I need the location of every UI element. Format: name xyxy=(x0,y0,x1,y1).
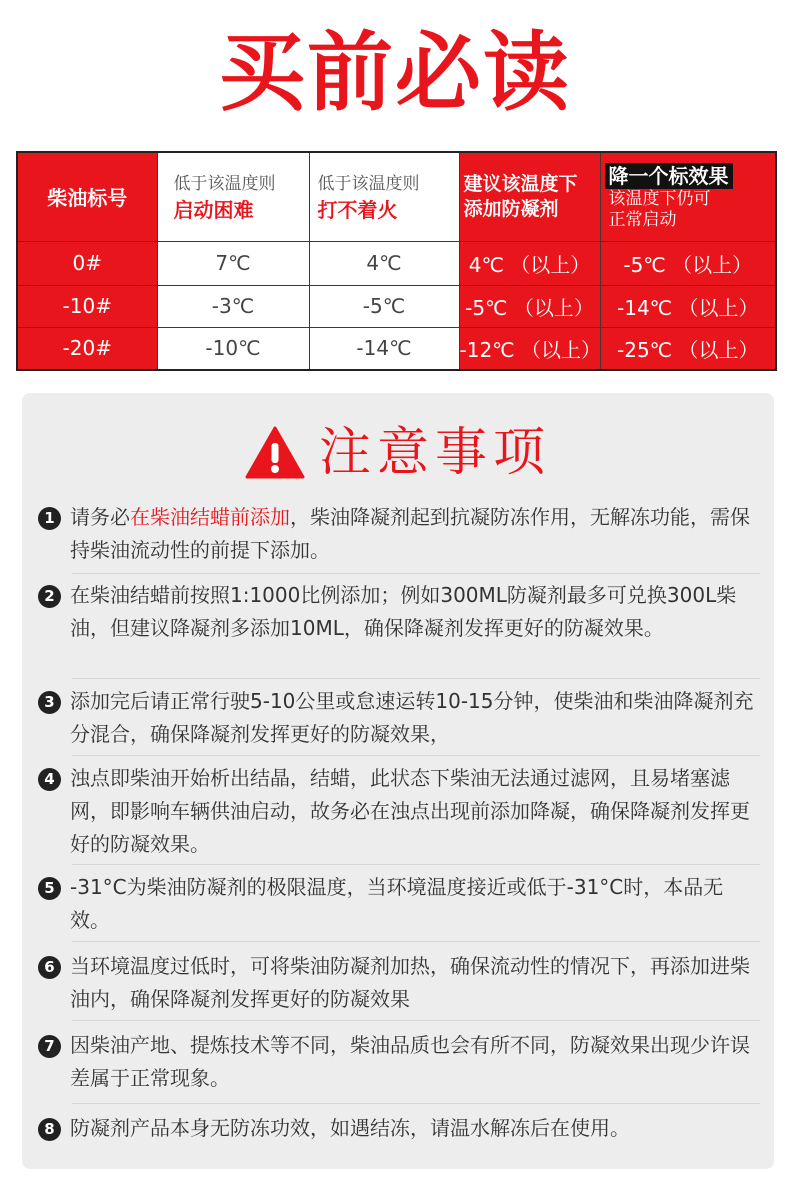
table-row xyxy=(17,327,776,370)
number-6-badge: 6 xyxy=(38,956,61,979)
cell-hard-start: 7℃ xyxy=(157,241,309,285)
cell-grade: 0# xyxy=(17,241,157,285)
page-title: 买前必读 xyxy=(219,23,571,123)
number-7-badge: 7 xyxy=(38,1035,61,1058)
notice-item-text: 浊点即柴油开始析出结晶，结蜡，此状态下柴油无法通过滤网，且易堵塞滤网，即影响车辆供油启动，故务必在浊点出现前添加降凝，确保降凝剂发挥更好的防凝效果。 xyxy=(70,766,750,856)
header-grade xyxy=(17,152,157,241)
header-grade-label: 柴油标号 xyxy=(47,186,128,211)
number-8-badge: 8 xyxy=(38,1118,61,1141)
header-effect-line3: 正常启动 xyxy=(608,209,677,230)
cell-effect: -25℃ （以上） xyxy=(600,327,776,370)
number-4-badge: 4 xyxy=(38,768,61,791)
divider xyxy=(72,864,760,865)
number-2-badge: 2 xyxy=(38,585,61,608)
notice-item-text: 因柴油产地、提炼技术等不同，柴油品质也会有所不同，防凝效果出现少许误差属于正常现象。 xyxy=(70,1033,750,1090)
number-3-badge: 3 xyxy=(38,691,61,714)
header-suggest-line2: 添加防凝剂 xyxy=(463,197,559,220)
cell-effect: -5℃ （以上） xyxy=(600,241,776,285)
header-hard-start-line1: 低于该温度则 xyxy=(173,173,276,194)
header-effect-line2: 该温度下仍可 xyxy=(608,188,711,209)
header-suggest xyxy=(459,152,600,241)
divider xyxy=(72,1020,760,1021)
header-effect-line1: 降一个标效果 xyxy=(605,163,733,189)
table-row xyxy=(17,241,776,285)
warning-triangle-icon xyxy=(245,426,305,480)
cell-suggest: -12℃ （以上） xyxy=(459,327,600,370)
notice-item-text: -31°C为柴油防凝剂的极限温度，当环境温度接近或低于-31°C时，本品无效。 xyxy=(70,875,724,932)
cell-hard-start: -3℃ xyxy=(157,285,309,327)
header-hard-start xyxy=(157,152,309,241)
notice-title: 注意事项 xyxy=(318,423,551,483)
table-header-row xyxy=(17,152,776,241)
cell-suggest: -5℃ （以上） xyxy=(459,285,600,327)
divider xyxy=(72,1103,760,1104)
header-suggest-line1: 建议该温度下 xyxy=(463,172,578,195)
cell-no-start: 4℃ xyxy=(309,241,459,285)
cell-effect: -14℃ （以上） xyxy=(600,285,776,327)
divider xyxy=(72,755,760,756)
diesel-grade-table xyxy=(16,151,777,371)
cell-grade: -20# xyxy=(17,327,157,370)
notice-item-text xyxy=(70,501,760,567)
header-no-start-line2: 打不着火 xyxy=(317,197,398,222)
notice-item-text: 当环境温度过低时，可将柴油防凝剂加热，确保流动性的情况下，再添加进柴油内，确保降凝剂发挥更好的防凝效果 xyxy=(70,954,750,1011)
notice-item-text: 在柴油结蜡前按照1:1000比例添加；例如300ML防凝剂最多可兑换300L柴油，但建议降凝剂多添加10ML，确保降凝剂发挥更好的防凝效果。 xyxy=(70,583,737,640)
cell-suggest: 4℃ （以上） xyxy=(459,241,600,285)
cell-no-start: -5℃ xyxy=(309,285,459,327)
divider xyxy=(72,573,760,574)
number-5-badge: 5 xyxy=(38,877,61,900)
notice-panel xyxy=(22,393,774,1169)
number-1-badge: 1 xyxy=(38,507,61,530)
divider xyxy=(72,678,760,679)
header-effect xyxy=(600,152,776,241)
notice-item-text: 添加完后请正常行驶5-10公里或怠速运转10-15分钟，使柴油和柴油降凝剂充分混合，确保降凝剂发挥更好的防凝效果， xyxy=(70,689,754,746)
header-hard-start-line2: 启动困难 xyxy=(173,197,254,222)
cell-hard-start: -10℃ xyxy=(157,327,309,370)
notice-item-1-pre: 请务必 xyxy=(70,505,130,529)
header-no-start xyxy=(309,152,459,241)
cell-grade: -10# xyxy=(17,285,157,327)
notice-item-1-highlight: 在柴油结蜡前添加 xyxy=(130,505,290,529)
header-no-start-line1: 低于该温度则 xyxy=(317,173,420,194)
divider xyxy=(72,941,760,942)
notice-item-1-post: ，柴油降凝剂起到抗凝防冻作用，无解冻功能，需保持柴油流动性的前提下添加。 xyxy=(70,505,750,562)
table-row xyxy=(17,285,776,327)
notice-item-text: 防凝剂产品本身无防冻功效，如遇结冻，请温水解冻后在使用。 xyxy=(70,1116,630,1140)
cell-no-start: -14℃ xyxy=(309,327,459,370)
notice-header xyxy=(22,418,774,488)
